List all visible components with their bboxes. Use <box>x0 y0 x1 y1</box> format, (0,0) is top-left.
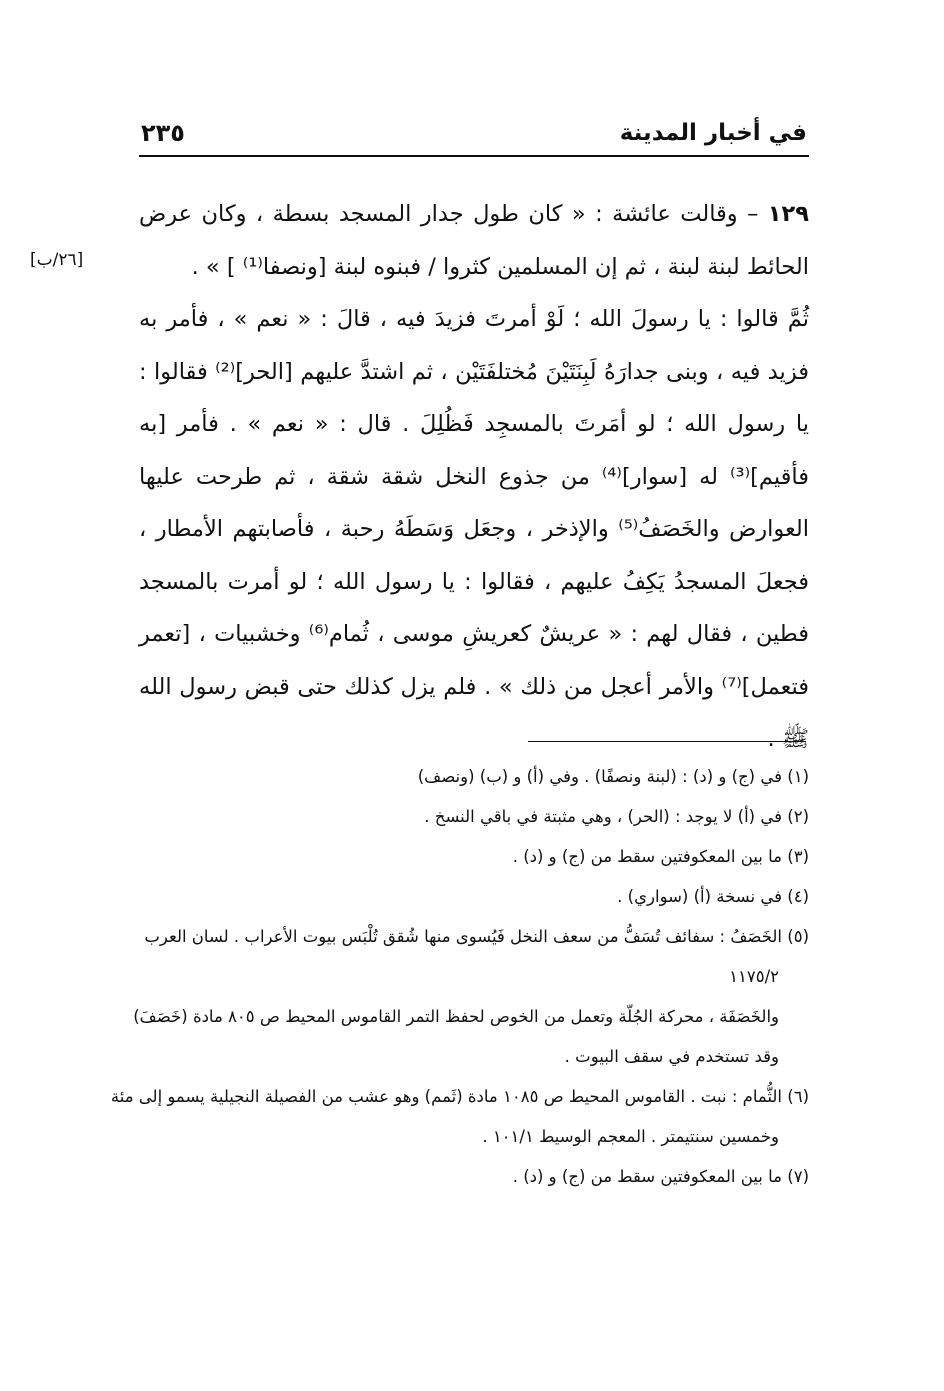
paragraph-129-text: – وقالت عائشة : « كان طول جدار المسجد بسطة ، وكان عرض الحائط لبنة لبنة ، ثم إن المسلمين كثروا / فبنوه لبنة [ونصفا⁽¹⁾ ] » . <box>139 201 809 280</box>
paragraph-129 <box>139 188 809 293</box>
footnote-6: (٦) الثُّمام : نبت . القاموس المحيط ص ١٠٨٥ مادة (ثَمم) وهو عشب من الفصيلة النجيلية يسمو إلى مئة <box>110 1087 809 1106</box>
footnote-3: (٣) ما بين المعكوفتين سقط من (ج) و (د) . <box>512 847 809 866</box>
paragraph-2 <box>139 293 809 766</box>
footnote-5: (٥) الخَصَفُ : سفائف تُسَفُّ من سعف النخل فَيُسوى منها شُقق تُلْبَس بيوت الأعراب . لسان العرب <box>144 927 809 946</box>
footnote-5-continued: والخَصَفَة ، محركة الجُلّة وتعمل من الخوص لحفظ التمر القاموس المحيط ص ٨٠٥ مادة (خَصَفَ) <box>133 1007 779 1026</box>
footnote-6-continued: وخمسين سنتيمتر . المعجم الوسيط ١٠١/١ . <box>482 1127 779 1146</box>
main-text <box>139 188 809 766</box>
footnote-2: (٢) في (أ) لا يوجد : (الحر) ، وهي مثبتة في باقي النسخ . <box>424 807 809 826</box>
footnote-4: (٤) في نسخة (أ) (سواري) . <box>617 887 809 906</box>
running-title: في أخبار المدينة <box>619 120 807 146</box>
paragraph-2-text: ثُمَّ قالوا : يا رسولَ الله ؛ لَوْ أمرتَ فزيدَ فيه ، قالَ : « نعم » ، فأمر به فزيد فيه ، وبنى جدارَهُ لَبِنَتَيْنَ مُختلفَتَيْن ، ثم اشتدَّ عليهم [الحر]⁽²⁾ فقالوا : يا رسول الله ؛ لو أمَرتَ بالمسجِد فَظُلِلَ . قال : « نعم » . فأمر [به فأقيم]⁽³⁾ له [سوار]⁽⁴⁾ من جذوع النخل شقة شقة ، ثم طرحت عليها العوارض والخَصَفُ⁽⁵⁾ والإذخر ، وجعَل وَسَطَهُ رحبة ، فأصابتهم الأمطار ، فجعلَ المسجدُ يَكِفُ عليهم ، فقالوا : يا رسول الله ؛ لو أمرت بالمسجد فطين ، فقال لهم : « عريشٌ كعريشِ موسى ، ثُمام⁽⁶⁾ وخشبيات ، [تعمر فتعمل]⁽⁷⁾ والأمر أعجل من ذلك » . فلم يزل كذلك حتى قبض رسول الله ﷺ . <box>139 306 809 752</box>
page-header <box>139 118 807 148</box>
page-number: ٢٣٥ <box>141 119 185 147</box>
hadith-number: ١٢٩ <box>767 201 809 227</box>
footnote-5-continued: وقد تستخدم في سقف البيوت . <box>564 1047 779 1066</box>
footnote-5-continued: ١١٧٥/٢ <box>729 967 779 986</box>
footnote-1: (١) في (ج) و (د) : (لبنة ونصفًا) . وفي (أ) و (ب) (ونصف) <box>417 767 809 786</box>
footnote-separator <box>528 741 806 742</box>
margin-folio-reference: [٢٦/ب] <box>30 250 84 270</box>
footnotes <box>110 757 809 1197</box>
header-rule <box>139 155 809 157</box>
footnote-7: (٧) ما بين المعكوفتين سقط من (ج) و (د) . <box>512 1167 809 1186</box>
